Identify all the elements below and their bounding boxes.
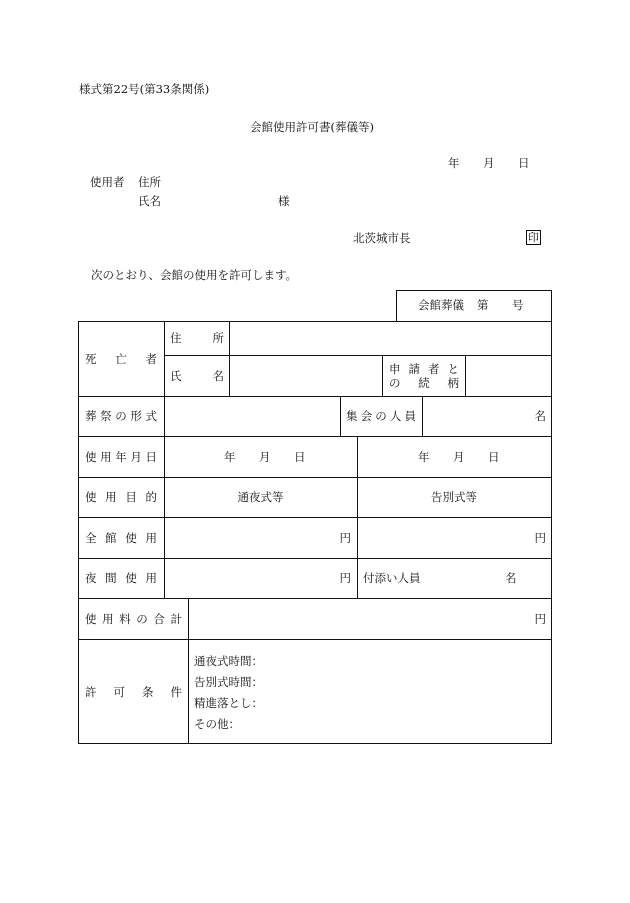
seal-text: 印: [528, 231, 539, 244]
condition-other: その他：: [194, 717, 240, 731]
attendees-field[interactable]: [422, 396, 546, 436]
name-label: 氏名: [138, 194, 161, 208]
attendees-label: 集 会 の 人 員: [346, 409, 416, 423]
conditions-label: 許 可 条 件: [85, 684, 182, 699]
relation-label: [389, 355, 459, 396]
permit-number-dai: 第: [477, 298, 489, 312]
whole-hall-right-unit: 円: [534, 530, 546, 545]
intro-text: 次のとおり、会館の使用を許可します。: [91, 268, 298, 282]
funeral-format-field[interactable]: [164, 396, 340, 436]
usage-date-label: 使 用 年 月 日: [85, 449, 157, 464]
usage-date-right-day: 日: [488, 449, 500, 464]
condition-shojin-otoshi: 精進落とし：: [194, 696, 263, 710]
funeral-format-label: 葬 祭 の 形 式: [85, 409, 157, 423]
usage-date-left-year: 年: [224, 449, 236, 464]
attendees-unit: 名: [534, 409, 546, 423]
relation-field[interactable]: [465, 355, 551, 396]
date-month: 月: [483, 156, 495, 170]
seal-mark: [526, 230, 541, 244]
usage-date-right-field[interactable]: [357, 436, 551, 477]
deceased-name-label: 氏 名: [170, 368, 224, 383]
deceased-address-label: 住 所: [170, 331, 224, 345]
total-fee-field[interactable]: [188, 598, 546, 639]
column-divider: [382, 355, 383, 396]
total-fee-label: 使 用 料 の 合 計: [85, 611, 182, 626]
purpose-right-value: 告別式等: [431, 490, 477, 504]
permit-number-label: 会館葬儀: [418, 298, 464, 312]
deceased-address-field[interactable]: [229, 321, 551, 355]
attendant-label: 付添い人員: [363, 571, 421, 585]
night-use-field[interactable]: [164, 558, 351, 598]
relation-label-line-1: 申 請 者 と: [389, 361, 459, 376]
date-year: 年: [448, 156, 460, 170]
relation-label-line-2: の 続 柄: [389, 375, 459, 390]
deceased-name-field[interactable]: [229, 355, 382, 396]
attendant-field[interactable]: [357, 558, 551, 598]
honorific: 様: [278, 194, 290, 208]
usage-date-right-year: 年: [418, 449, 430, 464]
user-label: 使用者: [90, 175, 125, 189]
deceased-label: 死 亡 者: [85, 351, 157, 366]
night-use-label: 夜 間 使 用: [85, 571, 157, 585]
form-number: 様式第22号(第33条関係): [79, 82, 210, 96]
permit-number-go: 号: [512, 298, 524, 312]
total-fee-unit: 円: [534, 611, 546, 626]
purpose-left-value: 通夜式等: [237, 490, 284, 504]
issuer-name: 北茨城市長: [353, 231, 411, 245]
whole-hall-right-field[interactable]: [357, 517, 546, 558]
attendant-unit: 名: [505, 571, 517, 585]
usage-date-left-day: 日: [294, 449, 306, 464]
date-day: 日: [518, 156, 530, 170]
purpose-label: 使 用 目 的: [85, 490, 157, 504]
document-title: 会館使用許可書(葬儀等): [250, 120, 374, 134]
usage-date-left-month: 月: [259, 449, 271, 464]
whole-hall-label: 全 館 使 用: [85, 530, 157, 545]
night-use-unit: 円: [339, 571, 351, 585]
condition-farewell-time: 告別式時間：: [194, 675, 263, 689]
usage-date-right-month: 月: [453, 449, 465, 464]
condition-wake-time: 通夜式時間：: [194, 654, 263, 668]
whole-hall-left-field[interactable]: [164, 517, 351, 558]
whole-hall-left-unit: 円: [339, 530, 351, 545]
usage-date-left-field[interactable]: [164, 436, 357, 477]
column-divider: [340, 396, 341, 436]
address-label: 住所: [138, 175, 161, 189]
